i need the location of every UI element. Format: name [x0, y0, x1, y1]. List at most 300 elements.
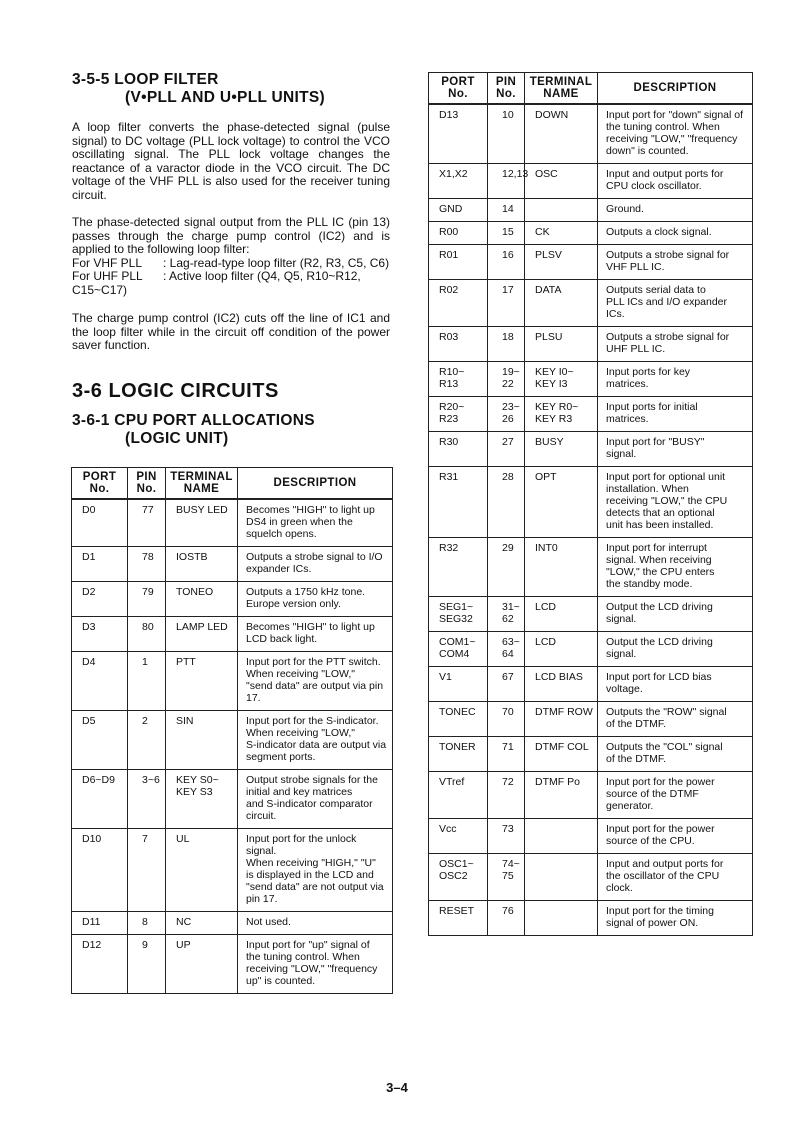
table-row	[72, 499, 393, 547]
description-cell	[598, 597, 753, 632]
port-cell	[72, 652, 128, 711]
description-cell-line: Outputs serial data to	[606, 284, 706, 296]
terminal-cell	[525, 327, 598, 362]
terminal-cell-line: DOWN	[535, 109, 569, 121]
description-cell-line: receiving "LOW," the CPU	[606, 495, 728, 507]
pin-cell	[128, 912, 166, 935]
pin-cell-line: 29	[502, 542, 514, 554]
port-cell-line: D11	[82, 916, 101, 928]
port-cell-line: Vcc	[439, 823, 457, 835]
loop-filter-paragraph-3	[72, 312, 390, 353]
port-cell-line: OSC1~	[439, 858, 474, 870]
description-cell-line: "send data" are output via pin	[246, 680, 384, 692]
description-cell-line: Input port for the unlock signal.	[246, 833, 357, 857]
terminal-cell-line: UP	[176, 939, 191, 951]
terminal-cell	[525, 737, 598, 772]
port-cell-line: D13	[439, 109, 459, 121]
header-pin: PIN No.	[128, 468, 166, 500]
pin-cell	[488, 222, 525, 245]
terminal-cell	[166, 499, 238, 547]
port-cell	[72, 829, 128, 912]
port-cell-line: R01	[439, 249, 459, 261]
pin-cell-line: 16	[502, 249, 514, 261]
terminal-cell	[525, 164, 598, 199]
terminal-cell	[525, 199, 598, 222]
pin-cell	[488, 538, 525, 597]
terminal-cell	[525, 222, 598, 245]
table-row	[429, 327, 753, 362]
port-cell-line: D0	[82, 504, 96, 516]
pin-cell-line: 12,13	[502, 168, 529, 180]
terminal-cell-line: KEY R0~	[535, 401, 579, 413]
port-cell	[429, 222, 488, 245]
description-cell-line: Input port for the S-indicator.	[246, 715, 379, 727]
section-361-heading	[72, 412, 315, 448]
pin-cell	[488, 702, 525, 737]
port-cell	[72, 617, 128, 652]
description-cell-line: pin 17.	[246, 893, 278, 905]
description-cell-line: Input port for optional unit	[606, 471, 726, 483]
port-cell	[429, 362, 488, 397]
description-cell-line: Outputs a clock signal.	[606, 226, 712, 238]
port-cell-line: VTref	[439, 776, 465, 788]
terminal-cell-line: PTT	[176, 656, 196, 668]
description-cell-line: of the DTMF.	[606, 753, 667, 765]
loop-filter-paragraph-1-text: A loop filter converts the phase-detected signal (pulse signal) to DC voltage (PLL lock voltage) to control the VCO oscillating signal. The PLL lock voltage changes the reactance of a varactor diode in the VCO circuit. The DC voltage of the VHF PLL is also used for the receiver tuning circuit.	[72, 120, 390, 202]
description-cell-line: matrices.	[606, 413, 649, 425]
port-cell-line: R20~	[439, 401, 465, 413]
port-cell-line: D4	[82, 656, 96, 668]
pin-cell	[488, 467, 525, 538]
table-row	[72, 582, 393, 617]
description-cell	[598, 199, 753, 222]
description-cell	[598, 538, 753, 597]
port-cell-line: R10~	[439, 366, 465, 378]
port-cell	[429, 397, 488, 432]
section-355-heading	[72, 71, 325, 107]
description-cell	[598, 245, 753, 280]
description-cell	[238, 547, 393, 582]
table-row	[72, 935, 393, 994]
description-cell	[238, 912, 393, 935]
description-cell	[598, 467, 753, 538]
table-row	[429, 362, 753, 397]
description-cell-line: Europe version only.	[246, 598, 341, 610]
description-cell-line: Outputs the "COL" signal	[606, 741, 723, 753]
port-cell-line: R30	[439, 436, 459, 448]
table-row	[429, 280, 753, 327]
loop-filter-paragraph-3-text: The charge pump control (IC2) cuts off the line of IC1 and the loop filter while in the circuit off condition of the power saver function.	[72, 311, 390, 353]
table-row	[72, 547, 393, 582]
description-cell-line: Outputs a strobe signal for	[606, 331, 730, 343]
port-cell	[72, 711, 128, 770]
terminal-cell-line: LAMP LED	[176, 621, 228, 633]
description-cell-line: Outputs a 1750 kHz tone.	[246, 586, 366, 598]
pin-cell	[488, 199, 525, 222]
port-cell-line: SEG32	[439, 613, 473, 625]
port-cell-line: COM1~	[439, 636, 476, 648]
description-cell	[598, 327, 753, 362]
pin-cell-line: 22	[502, 378, 514, 390]
port-cell-line: R13	[439, 378, 459, 390]
port-cell	[429, 432, 488, 467]
description-cell-line: signal.	[606, 648, 637, 660]
terminal-cell	[525, 280, 598, 327]
port-cell-line: R31	[439, 471, 459, 483]
pin-cell-line: 62	[502, 613, 514, 625]
terminal-cell-line: PLSU	[535, 331, 563, 343]
terminal-cell-line: SIN	[176, 715, 194, 727]
description-cell-line: signal of power ON.	[606, 917, 699, 929]
table-row	[429, 104, 753, 164]
terminal-cell	[525, 104, 598, 164]
loop-filter-paragraph-2	[72, 216, 390, 298]
description-cell	[598, 222, 753, 245]
port-cell	[429, 901, 488, 936]
port-cell-line: COM4	[439, 648, 470, 660]
vhf-pll-value: : Lag-read-type loop filter (R2, R3, C5, C6)	[163, 255, 390, 270]
table-row	[429, 467, 753, 538]
description-cell-line: 17.	[246, 692, 261, 704]
pin-cell-line: 71	[502, 741, 514, 753]
header-terminal: TERMINAL NAME	[166, 468, 238, 500]
pin-cell-line: 15	[502, 226, 514, 238]
port-cell	[429, 280, 488, 327]
terminal-cell-line: KEY S3	[176, 786, 213, 798]
cpu-port-table-left	[71, 467, 393, 994]
pin-cell-line: 31~	[502, 601, 520, 613]
pin-cell	[488, 632, 525, 667]
pin-cell	[128, 617, 166, 652]
description-cell-line: and S-indicator comparator	[246, 798, 373, 810]
description-cell-line: clock.	[606, 882, 633, 894]
description-cell	[598, 737, 753, 772]
description-cell-line: When receiving "HIGH," "U"	[246, 857, 376, 869]
terminal-cell-line: KEY R3	[535, 413, 573, 425]
pin-cell-line: 77	[142, 504, 154, 516]
description-cell	[598, 362, 753, 397]
description-cell-line: generator.	[606, 800, 654, 812]
description-cell-line: Input port for "up" signal of	[246, 939, 370, 951]
pin-cell-line: 76	[502, 905, 514, 917]
table-row	[429, 667, 753, 702]
port-cell	[429, 597, 488, 632]
table-header-row	[429, 73, 753, 105]
description-cell-line: Output the LCD driving	[606, 601, 713, 613]
port-cell-line: D1	[82, 551, 96, 563]
description-cell	[598, 901, 753, 936]
port-cell-line: D2	[82, 586, 96, 598]
port-cell-line: R03	[439, 331, 459, 343]
section-355-heading-line1: 3-5-5 LOOP FILTER	[72, 71, 219, 88]
terminal-cell-line: IOSTB	[176, 551, 208, 563]
port-cell-line: RESET	[439, 905, 475, 917]
pin-cell-line: 26	[502, 413, 514, 425]
terminal-cell-line: DATA	[535, 284, 562, 296]
table-row	[429, 164, 753, 199]
description-cell-line: Becomes "HIGH" to light up	[246, 621, 375, 633]
pin-cell	[128, 547, 166, 582]
table-row	[72, 617, 393, 652]
pin-cell	[128, 652, 166, 711]
port-cell-line: R32	[439, 542, 459, 554]
pin-cell-line: 79	[142, 586, 154, 598]
port-cell	[429, 164, 488, 199]
loop-filter-paragraph-1	[72, 121, 390, 203]
port-cell	[429, 737, 488, 772]
pin-cell-line: 28	[502, 471, 514, 483]
table-row	[429, 632, 753, 667]
uhf-pll-continuation: C15~C17)	[72, 282, 128, 297]
port-cell	[429, 632, 488, 667]
description-cell-line: segment ports.	[246, 751, 316, 763]
description-cell-line: "LOW," the CPU enters	[606, 566, 715, 578]
description-cell-line: Input port for the power	[606, 776, 715, 788]
pin-cell	[128, 499, 166, 547]
pin-cell-line: 3~6	[142, 774, 160, 786]
table-row	[429, 222, 753, 245]
section-355-heading-line2: (V•PLL AND U•PLL UNITS)	[125, 89, 326, 106]
header-terminal: TERMINAL NAME	[525, 73, 598, 105]
pin-cell-line: 72	[502, 776, 514, 788]
header-port: PORT No.	[429, 73, 488, 105]
terminal-cell	[525, 597, 598, 632]
pin-cell-line: 63~	[502, 636, 520, 648]
description-cell-line: Input and output ports for	[606, 858, 724, 870]
description-cell-line: Input ports for key	[606, 366, 691, 378]
terminal-cell	[166, 547, 238, 582]
section-36-heading: 3-6 LOGIC CIRCUITS	[72, 380, 279, 402]
description-cell	[598, 397, 753, 432]
port-cell	[429, 772, 488, 819]
terminal-cell-line: CK	[535, 226, 550, 238]
vhf-pll-line	[72, 257, 390, 271]
description-cell-line: Input port for "BUSY"	[606, 436, 705, 448]
table-row	[72, 711, 393, 770]
table-row	[429, 854, 753, 901]
pin-cell	[488, 667, 525, 702]
pin-cell-line: 18	[502, 331, 514, 343]
description-cell-line: ICs.	[606, 308, 625, 320]
description-cell-line: unit has been installed.	[606, 519, 714, 531]
terminal-cell	[525, 538, 598, 597]
description-cell	[598, 819, 753, 854]
table-row	[429, 199, 753, 222]
terminal-cell	[166, 829, 238, 912]
table-row	[72, 829, 393, 912]
terminal-cell	[166, 935, 238, 994]
port-cell-line: OSC2	[439, 870, 468, 882]
port-cell-line: TONEC	[439, 706, 476, 718]
description-cell	[598, 104, 753, 164]
port-cell-line: D5	[82, 715, 96, 727]
description-cell	[598, 432, 753, 467]
cpu-port-table-right	[428, 72, 753, 936]
header-description: DESCRIPTION	[238, 468, 393, 500]
terminal-cell-line: DTMF COL	[535, 741, 589, 753]
description-cell-line: voltage.	[606, 683, 643, 695]
description-cell-line: initial and key matrices	[246, 786, 353, 798]
port-cell	[429, 854, 488, 901]
terminal-cell	[525, 667, 598, 702]
table-row	[429, 397, 753, 432]
terminal-cell	[525, 702, 598, 737]
terminal-cell-line: DTMF ROW	[535, 706, 593, 718]
pin-cell-line: 74~	[502, 858, 520, 870]
port-cell	[429, 104, 488, 164]
port-cell	[72, 582, 128, 617]
pin-cell-line: 19~	[502, 366, 520, 378]
terminal-cell-line: TONEO	[176, 586, 214, 598]
description-cell-line: Outputs a strobe signal for	[606, 249, 730, 261]
description-cell-line: Input and output ports for	[606, 168, 724, 180]
description-cell-line: signal.	[606, 448, 637, 460]
description-cell-line: Input port for "down" signal of	[606, 109, 744, 121]
pin-cell-line: 17	[502, 284, 514, 296]
port-cell	[429, 245, 488, 280]
pin-cell	[488, 772, 525, 819]
pin-cell	[488, 164, 529, 199]
description-cell-line: of the DTMF.	[606, 718, 667, 730]
description-cell-line: VHF PLL IC.	[606, 261, 665, 273]
table-row	[429, 597, 753, 632]
pin-cell-line: 14	[502, 203, 514, 215]
description-cell	[238, 617, 393, 652]
loop-filter-paragraph-2-text: The phase-detected signal output from the PLL IC (pin 13) passes through the charge pump control (IC2) and is applied to the following loop filter:	[72, 215, 390, 257]
terminal-cell	[525, 901, 598, 936]
terminal-cell	[525, 245, 598, 280]
description-cell-line: Ground.	[606, 203, 644, 215]
terminal-cell	[525, 854, 598, 901]
terminal-cell-line: OSC	[535, 168, 558, 180]
pin-cell	[488, 901, 525, 936]
pin-cell	[488, 104, 525, 164]
terminal-cell	[166, 582, 238, 617]
description-cell-line: the tuning control. When	[606, 121, 720, 133]
header-pin: PIN No.	[488, 73, 525, 105]
terminal-cell-line: LCD	[535, 601, 557, 613]
description-cell-line: When receiving "LOW,"	[246, 727, 355, 739]
pin-cell-line: 1	[142, 656, 148, 668]
table-row	[72, 652, 393, 711]
description-cell	[598, 164, 753, 199]
terminal-cell-line: BUSY	[535, 436, 564, 448]
table-row	[429, 432, 753, 467]
description-cell-line: When receiving "LOW,"	[246, 668, 355, 680]
port-cell	[72, 935, 128, 994]
terminal-cell-line: PLSV	[535, 249, 562, 261]
terminal-cell	[166, 652, 238, 711]
terminal-cell	[525, 467, 598, 538]
description-cell-line: source of the DTMF	[606, 788, 699, 800]
pin-cell	[488, 597, 525, 632]
pin-cell	[488, 737, 525, 772]
terminal-cell-line: DTMF Po	[535, 776, 580, 788]
port-cell-line: D3	[82, 621, 96, 633]
description-cell	[238, 829, 393, 912]
table-row	[72, 912, 393, 935]
pin-cell-line: 67	[502, 671, 514, 683]
table-row	[72, 770, 393, 829]
description-cell-line: DS4 in green when the	[246, 516, 353, 528]
pin-cell-line: 10	[502, 109, 514, 121]
terminal-cell-line: KEY I0~	[535, 366, 574, 378]
description-cell-line: Output strobe signals for the	[246, 774, 378, 786]
description-cell-line: Input port for the PTT switch.	[246, 656, 381, 668]
description-cell-line: circuit.	[246, 810, 277, 822]
terminal-cell	[166, 912, 238, 935]
description-cell-line: up" is counted.	[246, 975, 316, 987]
port-cell-line: R23	[439, 413, 459, 425]
description-cell-line: S-indicator data are output via	[246, 739, 387, 751]
table-row	[429, 772, 753, 819]
terminal-cell	[525, 632, 598, 667]
pin-cell-line: 2	[142, 715, 148, 727]
port-cell	[429, 467, 488, 538]
terminal-cell	[525, 362, 598, 397]
description-cell	[598, 667, 753, 702]
terminal-cell	[525, 819, 598, 854]
terminal-cell-line: KEY I3	[535, 378, 568, 390]
description-cell	[238, 770, 393, 829]
pin-cell	[488, 362, 525, 397]
description-cell-line: source of the CPU.	[606, 835, 695, 847]
description-cell	[598, 632, 753, 667]
pin-cell-line: 75	[502, 870, 514, 882]
table-row	[429, 245, 753, 280]
pin-cell	[128, 770, 166, 829]
terminal-cell-line: INT0	[535, 542, 558, 554]
port-cell	[429, 538, 488, 597]
port-cell-line: R00	[439, 226, 459, 238]
description-cell-line: squelch opens.	[246, 528, 317, 540]
pin-cell-line: 78	[142, 551, 154, 563]
terminal-cell	[525, 432, 598, 467]
description-cell	[598, 854, 753, 901]
description-cell	[598, 772, 753, 819]
description-cell-line: down" is counted.	[606, 145, 689, 157]
port-cell-line: V1	[439, 671, 452, 683]
description-cell	[238, 935, 393, 994]
terminal-cell-line: UL	[176, 833, 190, 845]
table-row	[429, 901, 753, 936]
pin-cell	[488, 327, 525, 362]
pin-cell-line: 23~	[502, 401, 520, 413]
pin-cell	[128, 711, 166, 770]
port-cell-line: TONER	[439, 741, 476, 753]
section-361-heading-line1: 3-6-1 CPU PORT ALLOCATIONS	[72, 412, 315, 429]
description-cell-line: expander ICs.	[246, 563, 312, 575]
description-cell-line: receiving "LOW," "frequency	[606, 133, 738, 145]
description-cell	[238, 499, 393, 547]
terminal-cell	[525, 772, 598, 819]
description-cell-line: UHF PLL IC.	[606, 343, 666, 355]
port-cell-line: X1,X2	[439, 168, 468, 180]
port-cell	[72, 547, 128, 582]
port-cell	[429, 819, 488, 854]
terminal-cell-line: LCD	[535, 636, 557, 648]
description-cell-line: Input port for the power	[606, 823, 715, 835]
description-cell	[598, 280, 753, 327]
port-cell-line: GND	[439, 203, 463, 215]
port-cell	[429, 667, 488, 702]
terminal-cell-line: BUSY LED	[176, 504, 228, 516]
description-cell-line: Not used.	[246, 916, 291, 928]
page-number: 3–4	[386, 1080, 408, 1095]
description-cell-line: matrices.	[606, 378, 649, 390]
terminal-cell-line: LCD BIAS	[535, 671, 583, 683]
description-cell-line: the tuning control. When	[246, 951, 360, 963]
